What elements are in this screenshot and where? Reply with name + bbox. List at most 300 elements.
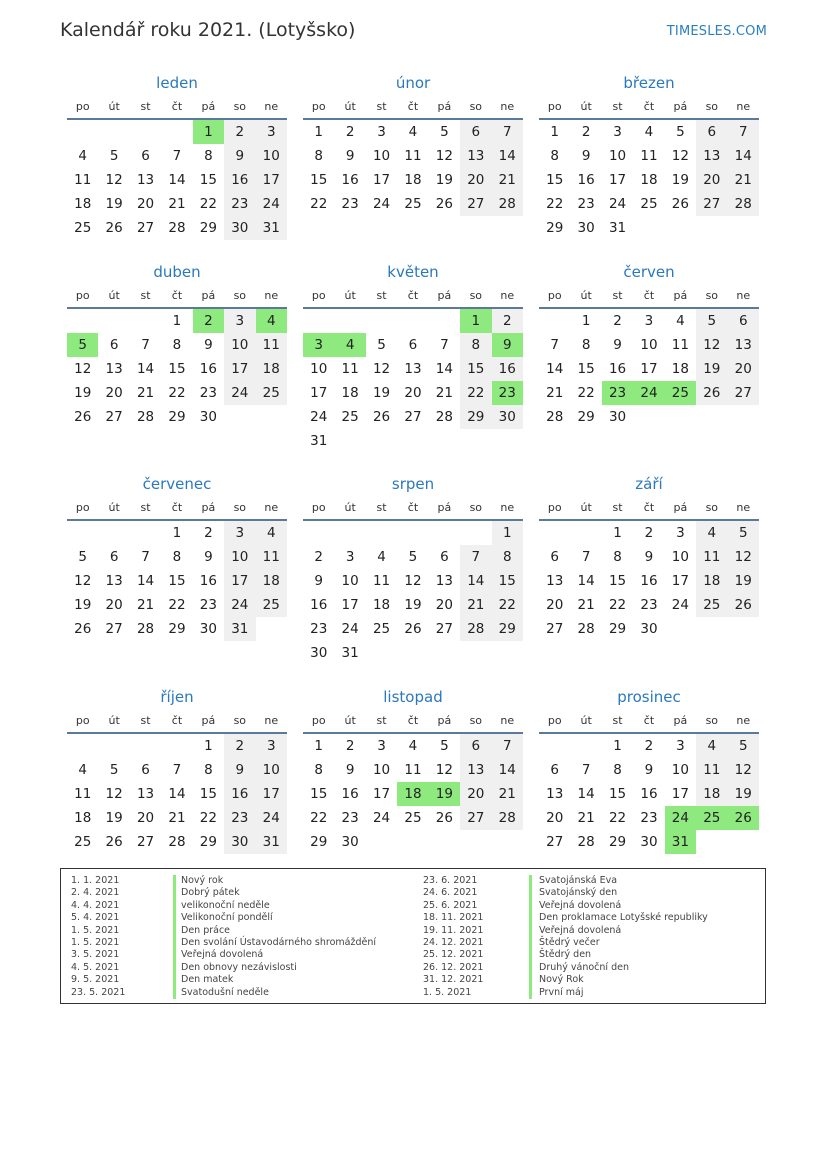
day-cell: 6: [460, 120, 491, 144]
day-cell: 18: [341, 385, 359, 401]
page-title: Kalendář roku 2021. (Lotyšsko): [60, 19, 356, 41]
day-cell: 24: [224, 381, 255, 405]
day-cell: 7: [581, 549, 591, 565]
empty-cell: [67, 521, 98, 545]
legend-date: 25. 12. 2021: [423, 949, 484, 961]
day-cell: 22: [310, 196, 328, 212]
day-cell: 12: [435, 762, 453, 778]
day-cell: 10: [372, 762, 391, 778]
day-cell-holiday: 5: [67, 333, 98, 357]
day-cell: 21: [577, 810, 595, 826]
legend-color-marker: [173, 974, 176, 986]
day-cell: 7: [581, 762, 591, 778]
weekday-label: so: [469, 100, 483, 113]
day-cell: 20: [728, 357, 759, 381]
weekday-header: [539, 710, 759, 734]
day-cell: 14: [728, 144, 759, 168]
weekday-header: [303, 96, 523, 120]
day-cell: 9: [224, 144, 255, 168]
weekday-label: po: [547, 100, 562, 113]
day-cell-holiday: 24: [633, 381, 664, 405]
day-cell: 2: [314, 549, 323, 565]
weekday-label: čt: [171, 100, 183, 113]
month-name: leden: [156, 74, 198, 92]
legend-holiday-name: Den práce: [181, 924, 231, 936]
day-cell: 11: [696, 545, 727, 569]
weekday-label: so: [469, 714, 483, 727]
day-cell: 21: [460, 593, 491, 617]
day-cell: 14: [492, 144, 523, 168]
day-cell-holiday: 18: [397, 782, 428, 806]
weekday-label: pá: [437, 714, 452, 727]
day-cell: 15: [546, 172, 564, 188]
day-cell: 23: [224, 192, 255, 216]
day-cell: 30: [199, 621, 217, 637]
weekday-header: [539, 497, 759, 521]
weekday-label: po: [547, 289, 562, 302]
day-cell: 18: [404, 172, 422, 188]
day-cell: 30: [640, 621, 658, 637]
month-name: duben: [153, 263, 201, 281]
legend-color-marker: [529, 912, 532, 924]
day-cell: 21: [492, 782, 523, 806]
empty-cell: [366, 521, 397, 545]
day-cell: 15: [608, 573, 627, 589]
weekday-label: ne: [264, 501, 279, 514]
day-grid: [67, 734, 287, 854]
empty-cell: [539, 734, 570, 758]
day-cell: 27: [136, 834, 155, 850]
day-cell: 13: [460, 144, 491, 168]
day-cell: 8: [613, 762, 622, 778]
day-cell: 17: [256, 782, 287, 806]
day-cell: 11: [341, 361, 359, 377]
weekday-label: st: [376, 100, 387, 113]
day-cell: 1: [581, 313, 591, 329]
day-cell: 22: [168, 597, 186, 613]
day-cell: 3: [676, 525, 685, 541]
day-cell: 20: [460, 168, 491, 192]
day-cell: 27: [460, 806, 491, 830]
legend-date: 23. 6. 2021: [423, 875, 478, 886]
day-cell: 7: [141, 549, 150, 565]
day-cell: 24: [671, 597, 689, 613]
day-cell: 6: [141, 148, 150, 164]
day-cell: 5: [109, 148, 119, 164]
legend-color-marker: [529, 987, 532, 999]
month-srpen: [303, 471, 523, 665]
day-cell: 12: [105, 786, 123, 802]
day-cell: 4: [676, 313, 685, 329]
month-únor: [303, 70, 523, 216]
day-cell: 27: [136, 220, 155, 236]
weekday-label: po: [311, 714, 326, 727]
legend-color-marker: [173, 912, 176, 924]
day-cell: 19: [728, 782, 759, 806]
day-cell: 20: [105, 597, 123, 613]
day-cell: 21: [546, 385, 564, 401]
weekday-label: so: [705, 714, 719, 727]
day-cell: 1: [172, 313, 182, 329]
day-cell: 5: [377, 337, 386, 353]
day-cell: 27: [460, 192, 491, 216]
legend-color-marker: [529, 875, 532, 887]
empty-cell: [130, 309, 161, 333]
day-cell: 17: [256, 168, 287, 192]
day-cell: 24: [608, 196, 627, 212]
day-cell-holiday: 31: [665, 830, 696, 854]
day-cell: 11: [671, 337, 689, 353]
weekday-header: [67, 710, 287, 734]
legend-holiday-name: Svatojánská Eva: [539, 875, 618, 886]
day-cell: 19: [105, 810, 123, 826]
day-cell: 11: [256, 333, 287, 357]
day-cell: 13: [404, 361, 422, 377]
day-cell: 6: [109, 549, 119, 565]
legend-date: 9. 5. 2021: [71, 974, 120, 986]
month-červenec: [67, 471, 287, 641]
empty-cell: [429, 521, 460, 545]
day-cell: 27: [728, 381, 759, 405]
day-cell: 12: [696, 333, 727, 357]
weekday-header: [67, 96, 287, 120]
day-cell: 28: [577, 834, 595, 850]
day-cell: 4: [78, 762, 87, 778]
day-cell: 26: [435, 196, 453, 212]
weekday-label: út: [344, 289, 356, 302]
day-cell: 8: [581, 337, 591, 353]
day-cell: 2: [492, 309, 523, 333]
day-cell: 1: [204, 738, 213, 754]
legend-date: 26. 12. 2021: [423, 961, 484, 973]
day-cell: 29: [546, 220, 564, 236]
month-listopad: [303, 684, 523, 854]
day-cell: 19: [671, 172, 689, 188]
legend-color-marker: [173, 987, 176, 999]
day-cell: 16: [640, 786, 658, 802]
weekday-header: [67, 497, 287, 521]
weekday-label: po: [311, 501, 326, 514]
day-cell: 12: [74, 573, 92, 589]
day-cell: 29: [168, 409, 186, 425]
legend-holiday-name: Veřejná dovolená: [539, 899, 622, 911]
weekday-label: ne: [736, 289, 751, 302]
day-cell: 22: [577, 385, 595, 401]
day-cell: 26: [74, 409, 92, 425]
day-cell-holiday: 1: [460, 309, 491, 333]
legend-date: 24. 12. 2021: [423, 936, 484, 948]
day-cell: 14: [577, 573, 595, 589]
month-leden: [67, 70, 287, 240]
day-cell: 13: [105, 573, 123, 589]
day-cell: 22: [199, 196, 217, 212]
day-cell: 16: [199, 573, 217, 589]
weekday-label: po: [311, 100, 326, 113]
month-name: srpen: [391, 475, 435, 493]
month-květen: [303, 259, 523, 453]
day-cell: 31: [310, 433, 328, 449]
day-cell: 24: [372, 196, 391, 212]
weekday-label: st: [140, 289, 151, 302]
day-cell: 9: [345, 148, 355, 164]
day-cell: 16: [310, 597, 328, 613]
day-cell: 2: [613, 313, 622, 329]
day-cell: 4: [644, 124, 654, 140]
day-grid: [539, 521, 759, 641]
day-cell: 9: [581, 148, 591, 164]
day-cell: 1: [613, 525, 622, 541]
day-cell: 18: [640, 172, 658, 188]
day-cell: 18: [696, 569, 727, 593]
weekday-label: út: [108, 714, 120, 727]
weekday-label: po: [75, 501, 90, 514]
day-cell: 14: [136, 573, 155, 589]
empty-cell: [429, 309, 460, 333]
day-cell: 13: [105, 361, 123, 377]
weekday-label: st: [612, 714, 623, 727]
month-duben: [67, 259, 287, 429]
day-cell: 7: [728, 120, 759, 144]
legend-date: 4. 4. 2021: [71, 899, 120, 911]
empty-cell: [130, 120, 161, 144]
day-cell: 17: [224, 357, 255, 381]
day-cell-holiday: 24: [665, 806, 696, 830]
weekday-label: st: [140, 714, 151, 727]
weekday-label: pá: [673, 714, 688, 727]
weekday-label: čt: [171, 289, 183, 302]
day-cell: 16: [341, 172, 359, 188]
weekday-label: so: [469, 501, 483, 514]
day-cell: 6: [696, 120, 727, 144]
day-cell: 17: [341, 597, 359, 613]
day-cell: 21: [577, 597, 595, 613]
day-cell: 10: [372, 148, 391, 164]
day-cell: 3: [644, 313, 654, 329]
day-cell: 24: [256, 806, 287, 830]
weekday-header: [539, 285, 759, 309]
legend-holiday-name: Svatodušní neděle: [181, 986, 269, 998]
legend-holiday-name: Dobrý pátek: [181, 887, 240, 899]
legend-color-marker: [173, 887, 176, 899]
day-cell: 16: [341, 786, 359, 802]
day-cell: 5: [440, 738, 449, 754]
day-cell: 4: [377, 549, 386, 565]
day-cell: 7: [172, 148, 182, 164]
day-cell: 13: [136, 172, 155, 188]
day-cell: 25: [256, 381, 287, 405]
day-cell: 5: [109, 762, 119, 778]
weekday-label: út: [108, 501, 120, 514]
day-cell: 15: [168, 361, 186, 377]
day-cell: 12: [671, 148, 689, 164]
day-cell: 23: [341, 196, 359, 212]
day-cell: 3: [256, 120, 287, 144]
empty-cell: [570, 521, 601, 545]
day-cell: 27: [546, 834, 564, 850]
day-cell-holiday: 9: [492, 333, 523, 357]
day-grid: [67, 521, 287, 641]
legend-color-marker: [173, 962, 176, 974]
day-cell: 8: [550, 148, 559, 164]
day-cell: 5: [78, 549, 87, 565]
day-cell: 25: [74, 220, 92, 236]
day-cell: 17: [224, 569, 255, 593]
day-cell: 13: [136, 786, 155, 802]
weekday-label: pá: [437, 289, 452, 302]
day-cell: 11: [696, 758, 727, 782]
day-cell: 6: [550, 549, 559, 565]
day-cell: 11: [74, 786, 92, 802]
empty-cell: [98, 120, 129, 144]
empty-cell: [460, 521, 491, 545]
day-cell: 24: [310, 409, 328, 425]
day-cell: 8: [172, 549, 182, 565]
day-cell: 8: [613, 549, 622, 565]
empty-cell: [161, 734, 192, 758]
legend-date: 1. 5. 2021: [423, 986, 472, 998]
day-cell: 1: [172, 525, 182, 541]
weekday-label: st: [376, 289, 387, 302]
legend-color-marker: [529, 974, 532, 986]
day-cell: 20: [105, 385, 123, 401]
day-cell: 6: [109, 337, 119, 353]
day-cell: 8: [204, 148, 213, 164]
day-cell: 28: [492, 192, 523, 216]
legend-color-marker: [529, 900, 532, 912]
legend-date: 18. 11. 2021: [423, 912, 484, 924]
day-cell: 23: [199, 597, 217, 613]
day-cell: 19: [696, 357, 727, 381]
day-cell: 25: [404, 196, 422, 212]
day-cell: 6: [141, 762, 150, 778]
day-cell: 22: [608, 597, 627, 613]
empty-cell: [67, 734, 98, 758]
weekday-label: čt: [643, 501, 655, 514]
day-cell: 18: [372, 597, 391, 613]
day-cell: 7: [550, 337, 559, 353]
empty-cell: [303, 309, 334, 333]
day-cell: 11: [74, 172, 92, 188]
day-cell: 15: [608, 786, 627, 802]
weekday-label: po: [547, 714, 562, 727]
weekday-label: ne: [736, 501, 751, 514]
weekday-label: st: [140, 501, 151, 514]
day-cell: 29: [577, 409, 595, 425]
day-cell: 22: [168, 385, 186, 401]
day-cell: 2: [345, 738, 355, 754]
legend-date: 24. 6. 2021: [423, 887, 478, 899]
day-cell: 6: [550, 762, 559, 778]
weekday-label: pá: [201, 501, 216, 514]
day-cell: 24: [341, 621, 359, 637]
weekday-label: čt: [407, 501, 419, 514]
month-name: červen: [623, 263, 675, 281]
day-cell: 11: [256, 545, 287, 569]
day-cell: 13: [728, 333, 759, 357]
day-cell: 20: [404, 385, 422, 401]
day-cell: 16: [199, 361, 217, 377]
legend-date: 2. 4. 2021: [71, 887, 120, 899]
day-cell: 20: [136, 196, 155, 212]
day-cell: 17: [671, 573, 689, 589]
weekday-header: [303, 285, 523, 309]
legend-date: 1. 5. 2021: [71, 936, 120, 948]
weekday-label: út: [580, 714, 592, 727]
legend-date: 1. 1. 2021: [71, 875, 120, 886]
site-link[interactable]: TIMESLES.COM: [666, 24, 767, 39]
legend-holiday-name: Veřejná dovolená: [181, 949, 264, 961]
day-grid: [303, 734, 523, 854]
day-cell-holiday: 3: [303, 333, 334, 357]
legend-color-marker: [529, 949, 532, 961]
day-cell: 28: [577, 621, 595, 637]
weekday-label: so: [233, 289, 247, 302]
day-cell: 27: [105, 621, 123, 637]
weekday-label: st: [140, 100, 151, 113]
day-cell: 21: [492, 168, 523, 192]
weekday-label: pá: [673, 289, 688, 302]
day-cell: 29: [492, 617, 523, 641]
day-cell: 5: [696, 309, 727, 333]
empty-cell: [130, 734, 161, 758]
day-cell-holiday: 4: [334, 333, 365, 357]
day-cell: 1: [613, 738, 622, 754]
weekday-label: út: [344, 100, 356, 113]
weekday-label: po: [75, 289, 90, 302]
weekday-label: po: [75, 100, 90, 113]
day-cell: 25: [341, 409, 359, 425]
weekday-label: čt: [407, 714, 419, 727]
legend-holiday-name: Den svolání Ústavodárného shromáždění: [181, 936, 376, 948]
day-cell: 7: [440, 337, 449, 353]
day-cell: 30: [199, 409, 217, 425]
day-cell: 15: [492, 569, 523, 593]
day-cell: 10: [224, 545, 255, 569]
day-cell: 22: [546, 196, 564, 212]
day-cell: 29: [168, 621, 186, 637]
day-cell: 28: [728, 192, 759, 216]
weekday-label: ne: [500, 289, 515, 302]
weekday-label: ne: [264, 100, 279, 113]
day-cell: 12: [435, 148, 453, 164]
weekday-label: st: [612, 289, 623, 302]
day-cell: 6: [440, 549, 449, 565]
legend-holiday-name: Den obnovy nezávislosti: [181, 961, 297, 973]
weekday-label: pá: [437, 100, 452, 113]
day-cell: 13: [546, 573, 564, 589]
weekday-header: [303, 497, 523, 521]
weekday-label: so: [705, 100, 719, 113]
day-cell: 9: [204, 549, 213, 565]
empty-cell: [98, 734, 129, 758]
day-cell: 7: [460, 545, 491, 569]
month-září: [539, 471, 759, 641]
day-cell: 8: [460, 333, 491, 357]
day-cell: 16: [492, 357, 523, 381]
day-cell-holiday: 25: [665, 381, 696, 405]
day-cell: 23: [640, 810, 658, 826]
day-cell: 30: [310, 645, 328, 661]
day-cell: 12: [105, 172, 123, 188]
legend-color-marker: [173, 925, 176, 937]
day-cell: 23: [224, 806, 255, 830]
weekday-label: so: [233, 100, 247, 113]
day-cell: 16: [224, 782, 255, 806]
day-cell: 3: [676, 738, 685, 754]
legend-holiday-name: Štědrý večer: [539, 936, 600, 948]
day-cell: 16: [640, 573, 658, 589]
empty-cell: [397, 521, 428, 545]
